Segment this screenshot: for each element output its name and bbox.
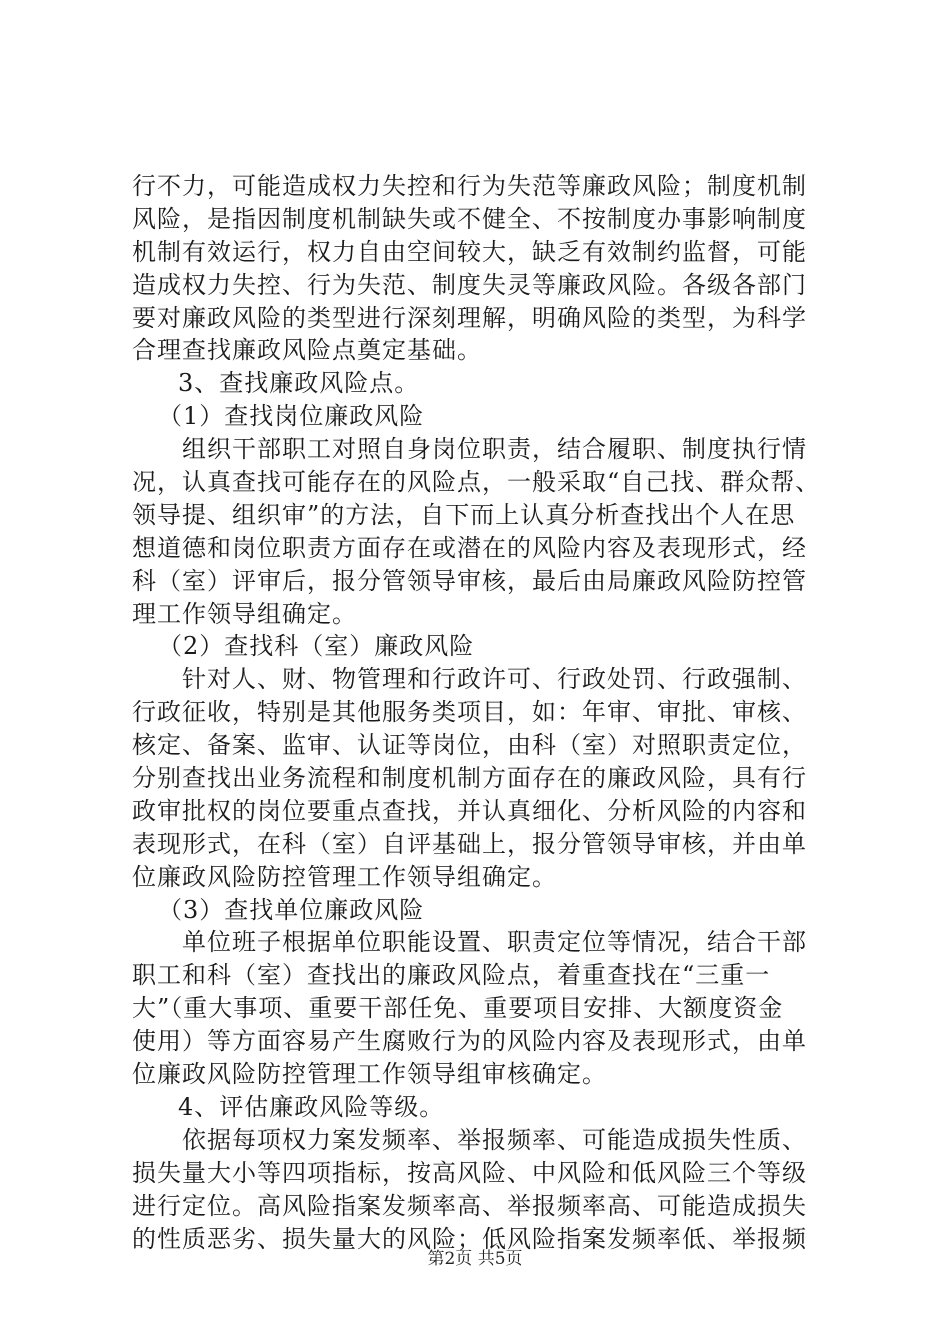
paragraph-line: 的性质恶劣、损失量大的风险；低风险指案发频率低、举报频	[132, 1224, 807, 1253]
paragraph-line: 行不力，可能造成权力失控和行为失范等廉政风险；制度机制	[132, 172, 807, 200]
paragraph-line: 进行定位。高风险指案发频率高、举报频率高、可能造成损失	[132, 1191, 807, 1220]
paragraph-line: 要对廉政风险的类型进行深刻理解，明确风险的类型，为科学	[132, 303, 807, 332]
paragraph-line: 分别查找出业务流程和制度机制方面存在的廉政风险，具有行	[132, 764, 807, 793]
paragraph-line: 科（室）评审后，报分管领导审核，最后由局廉政风险防控管	[132, 566, 807, 595]
subsection-heading: （2）查找科（室）廉政风险	[158, 632, 475, 661]
subsection-heading: （1）查找岗位廉政风险	[158, 402, 425, 431]
paragraph-line: 位廉政风险防控管理工作领导组确定。	[132, 862, 557, 891]
paragraph-line: 行政征收，特别是其他服务类项目，如：年审、审批、审核、	[132, 698, 807, 727]
paragraph-line: 况，认真查找可能存在的风险点，一般采取“自己找、群众帮、	[132, 468, 821, 497]
paragraph-line: 表现形式，在科（室）自评基础上，报分管领导审核，并由单	[132, 829, 807, 858]
section-heading: 4、评估廉政风险等级。	[178, 1092, 445, 1121]
paragraph-line: 损失量大小等四项指标，按高风险、中风险和低风险三个等级	[132, 1158, 807, 1187]
paragraph-line: 理工作领导组确定。	[132, 599, 357, 628]
subsection-heading: （3）查找单位廉政风险	[158, 895, 425, 924]
paragraph-line: 针对人、财、物管理和行政许可、行政处罚、行政强制、	[182, 665, 807, 694]
paragraph-line: 机制有效运行，权力自由空间较大，缺乏有效制约监督，可能	[132, 237, 807, 266]
document-body	[132, 170, 832, 1255]
paragraph-line: 造成权力失控、行为失范、制度失灵等廉政风险。各级各部门	[132, 270, 807, 299]
section-heading: 3、查找廉政风险点。	[178, 369, 420, 398]
paragraph-line: 使用）等方面容易产生腐败行为的风险内容及表现形式，由单	[132, 1027, 807, 1056]
paragraph-line: 位廉政风险防控管理工作领导组审核确定。	[132, 1060, 607, 1089]
paragraph-line: 政审批权的岗位要重点查找，并认真细化、分析风险的内容和	[132, 796, 807, 825]
paragraph-line: 单位班子根据单位职能设置、职责定位等情况，结合干部	[182, 928, 807, 957]
paragraph-line: 合理查找廉政风险点奠定基础。	[132, 336, 482, 365]
paragraph-line: 风险，是指因制度机制缺失或不健全、不按制度办事影响制度	[132, 204, 807, 233]
page-footer: 第2页 共5页	[427, 1249, 523, 1269]
paragraph-line: 大”（重大事项、重要干部任免、重要项目安排、大额度资金	[132, 994, 784, 1023]
paragraph-line: 领导提、组织审”的方法，自下而上认真分析查找出个人在思	[132, 500, 796, 529]
paragraph-line: 核定、备案、监审、认证等岗位，由科（室）对照职责定位，	[132, 731, 807, 760]
paragraph-line: 依据每项权力案发频率、举报频率、可能造成损失性质、	[182, 1125, 807, 1154]
paragraph-line: 组织干部职工对照自身岗位职责，结合履职、制度执行情	[182, 435, 807, 464]
paragraph-line: 职工和科（室）查找出的廉政风险点，着重查找在“三重一	[132, 961, 771, 990]
paragraph-line: 想道德和岗位职责方面存在或潜在的风险内容及表现形式，经	[132, 533, 807, 562]
